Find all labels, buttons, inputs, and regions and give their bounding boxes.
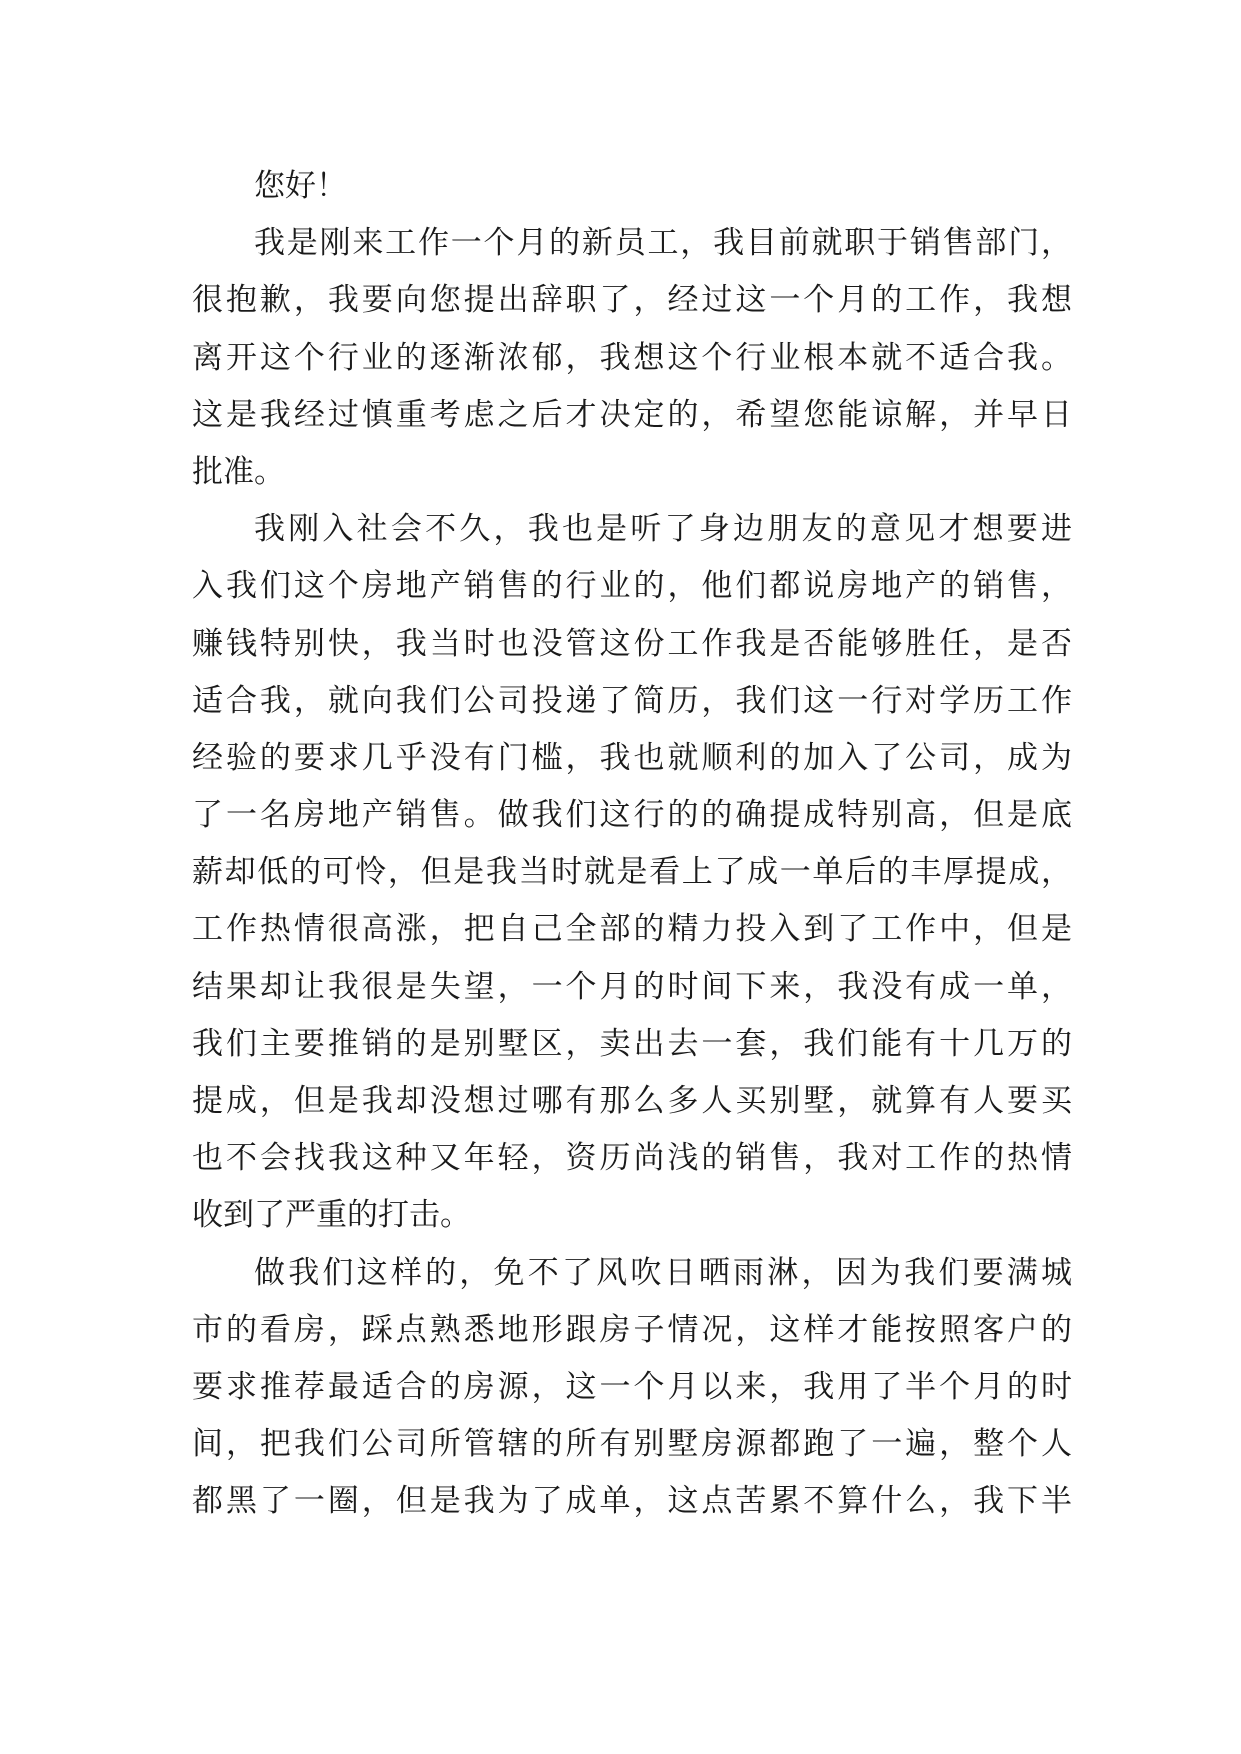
letter-body: [192, 158, 1072, 1531]
text-line: 要求推荐最适合的房源，这一个月以来，我用了半个月的时: [192, 1368, 1072, 1405]
text-line: 赚钱特别快，我当时也没管这份工作我是否能够胜任，是否: [192, 625, 1072, 662]
text-line: 薪却低的可怜，但是我当时就是看上了成一单后的丰厚提成，: [192, 854, 1072, 891]
text-line: 入我们这个房地产销售的行业的，他们都说房地产的销售，: [192, 568, 1072, 605]
text-line: 市的看房，踩点熟悉地形跟房子情况，这样才能按照客户的: [192, 1311, 1072, 1348]
text-line: 这是我经过慎重考虑之后才决定的，希望您能谅解，并早日: [192, 396, 1072, 433]
text-line: 我是刚来工作一个月的新员工，我目前就职于销售部门，: [254, 225, 1072, 262]
text-line: 做我们这样的，免不了风吹日晒雨淋，因为我们要满城: [254, 1254, 1072, 1291]
text-line: 也不会找我这种又年轻，资历尚浅的销售，我对工作的热情: [192, 1140, 1072, 1177]
text-line: 经验的要求几乎没有门槛，我也就顺利的加入了公司，成为: [192, 739, 1072, 776]
text-line: 收到了严重的打击。: [192, 1197, 471, 1234]
text-line: 批准。: [192, 453, 285, 490]
text-line: 很抱歉，我要向您提出辞职了，经过这一个月的工作，我想: [192, 282, 1072, 319]
text-line: 工作热情很高涨，把自己全部的精力投入到了工作中，但是: [192, 911, 1072, 948]
text-line: 您好！: [254, 168, 347, 204]
text-line: 提成，但是我却没想过哪有那么多人买别墅，就算有人要买: [192, 1083, 1072, 1119]
text-line: 都黑了一圈，但是我为了成单，这点苦累不算什么，我下半: [192, 1483, 1072, 1520]
text-line: 我们主要推销的是别墅区，卖出去一套，我们能有十几万的: [192, 1025, 1072, 1062]
text-line: 了一名房地产销售。做我们这行的的确提成特别高，但是底: [192, 797, 1072, 834]
text-line: 适合我，就向我们公司投递了简历，我们这一行对学历工作: [192, 682, 1072, 719]
text-line: 间，把我们公司所管辖的所有别墅房源都跑了一遍，整个人: [192, 1426, 1072, 1463]
text-line: 结果却让我很是失望，一个月的时间下来，我没有成一单，: [192, 968, 1072, 1005]
text-line: 离开这个行业的逐渐浓郁，我想这个行业根本就不适合我。: [192, 339, 1072, 376]
text-line: 我刚入社会不久，我也是听了身边朋友的意见才想要进: [254, 511, 1072, 548]
